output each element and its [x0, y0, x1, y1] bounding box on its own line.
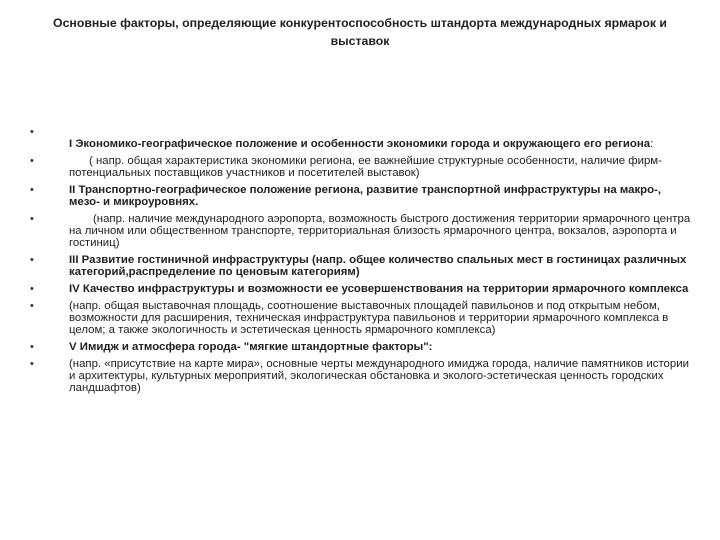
- list-item: [30, 358, 694, 395]
- list-item: [30, 341, 694, 353]
- item-bold-text: I Экономико-географическое положение и особенности экономики города и окружающего его региона: [69, 138, 651, 150]
- list-item: [30, 283, 694, 295]
- list-item: [30, 213, 694, 250]
- item-bold-text: V Имидж и атмосфера города- "мягкие штандортные факторы":: [69, 341, 433, 353]
- item-text: (напр. общая выставочная площадь, соотношение выставочных площадей павильонов и под открытым небом, возможности для расширения, техническая инфраструктура павильонов и территории ярмарочного комплекса в целом; а также экологичность и эстетическая ценность ярмарочного комплекса): [69, 299, 669, 337]
- item-text: ( напр. общая характеристика экономики региона, ее важнейшие структурные особенности, наличие фирм-потенциальных поставщиков участников и посетителей выставок): [69, 154, 662, 179]
- list-item: [30, 184, 694, 209]
- item-bold-text: III Развитие гостиничной инфраструктуры (напр. общее количество спальных мест в гостиницах различных категорий,распределение по ценовым категориям): [69, 254, 687, 279]
- list-item: [30, 126, 694, 150]
- list-item: [30, 254, 694, 279]
- slide-title: Основные факторы, определяющие конкурентоспособность штандорта международных ярмарок и выставок: [53, 16, 667, 48]
- factor-list: [30, 126, 694, 399]
- item-text: (напр. наличие международного аэропорта, возможность быстрого достижения территории ярмарочного центра на личном или общественном транспорте, территориальная близость ярмарочного центра, вокзалов, аэропорта и гостиниц): [69, 212, 691, 250]
- item-text: :: [650, 138, 654, 150]
- item-text: (напр. «присутствие на карте мира», основные черты международного имиджа города, наличие памятников истории и архитектуры, культурных мероприятий, экологическая обстановка и эколого-эстетическая ценность городских ландшафтов): [69, 357, 689, 395]
- item-bold-text: II Транспортно-географическое положение региона, развитие транспортной инфраструктуры на макро-, мезо- и микроуровнях.: [69, 183, 662, 208]
- item-bold-text: IV Качество инфраструктуры и возможности ее усовершенствования на территории ярмарочного комплекса: [69, 283, 689, 295]
- list-item: [30, 155, 694, 180]
- list-item: [30, 300, 694, 337]
